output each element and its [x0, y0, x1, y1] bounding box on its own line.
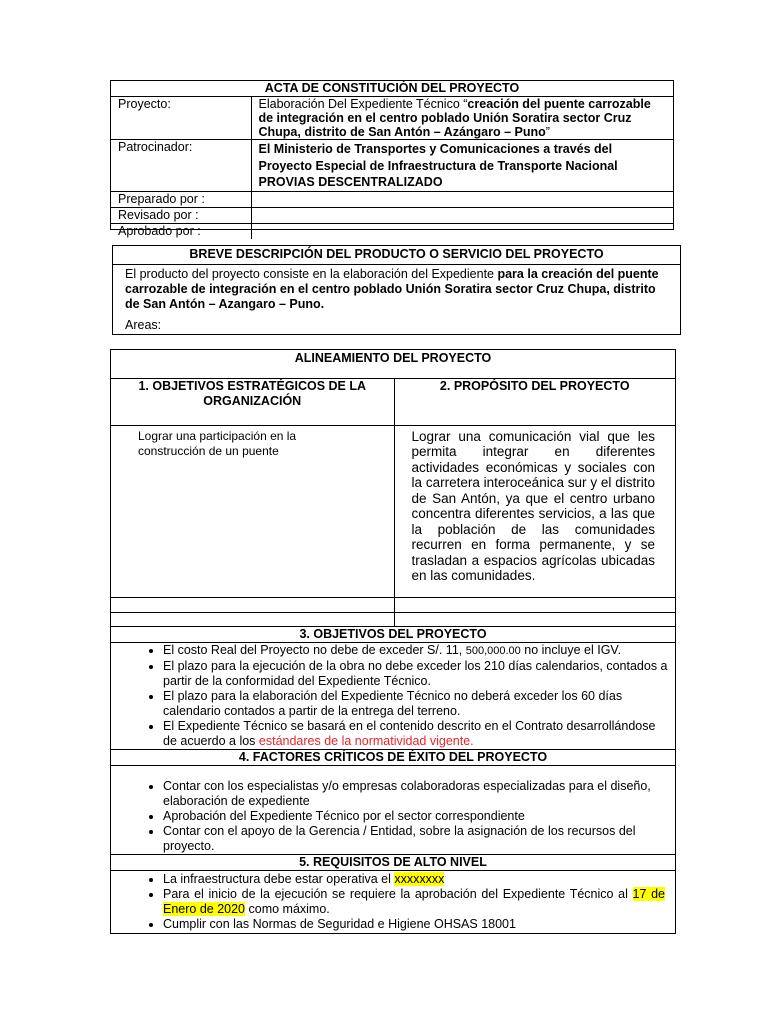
list-item: • Contar con los especialistas y/o empresas colaboradoras especializadas para el diseño, elaboración de expediente: [163, 779, 668, 809]
objetivos-body: [111, 642, 675, 749]
list-item: • Para el inicio de la ejecución se requiere la aprobación del Expediente Técnico al 17 de Enero de 2020 como máximo.: [163, 887, 665, 917]
objetivos-estrategicos-text: Lograr una participación en la construcción de un puente: [111, 425, 394, 597]
alineamiento-title: ALINEAMIENTO DEL PROYECTO: [111, 350, 675, 378]
empty-cell: [111, 612, 394, 626]
empty-cell: [394, 612, 675, 626]
descripcion-table: [112, 245, 681, 335]
col1-title: 1. OBJETIVOS ESTRATÉGICOS DE LA ORGANIZACIÓN: [111, 378, 394, 425]
descripcion-body: [113, 264, 680, 334]
list-item: • El plazo para la ejecución de la obra no debe exceder los 210 días calendarios, contados a partir de la conformidad del Expediente Técnico.: [163, 659, 668, 689]
preparado-label: Preparado por :: [111, 192, 251, 208]
acta-title: ACTA DE CONSTITUCIÓN DEL PROYECTO: [111, 81, 673, 97]
aprobado-value: [251, 224, 673, 240]
list-item: • Contar con el apoyo de la Gerencia / Entidad, sobre la asignación de los recursos del proyecto.: [163, 824, 668, 854]
patrocinador-value: El Ministerio de Transportes y Comunicaciones a través del Proyecto Especial de Infraestructura de Transporte Nacional PROVIAS DESCENTRALIZADO: [251, 140, 673, 192]
proyecto-value: Elaboración Del Expediente Técnico “creación del puente carrozable de integración en el centro poblado Unión Soratira sector Cruz Chupa, distrito de San Antón – Azángaro – Puno”: [251, 97, 673, 140]
revisado-label: Revisado por :: [111, 208, 251, 224]
preparado-value: [251, 192, 673, 208]
aprobado-label: Aprobado por :: [111, 224, 251, 240]
proposito-text: Lograr una comunicación vial que les permita integrar en diferentes actividades económicas y sociales con la carretera interoceánica sur y el distrito de San Antón, ya que el centro urbano concentra diferentes servicios, a las que la población de las comunidades recurren en forma permanente, y se trasladan a espacios agrícolas ubicadas en las comunidades.: [394, 425, 675, 597]
requisitos-body: [111, 870, 675, 933]
acta-table: [110, 80, 674, 238]
empty-cell: [394, 597, 675, 612]
objetivos-title: 3. OBJETIVOS DEL PROYECTO: [111, 626, 675, 642]
requisitos-title: 5. REQUISITOS DE ALTO NIVEL: [111, 854, 675, 870]
factores-body: [111, 765, 675, 854]
revisado-value: [251, 208, 673, 224]
requisitos-list: [111, 872, 665, 932]
list-item: • Aprobación del Expediente Técnico por el sector correspondiente: [163, 809, 668, 824]
patrocinador-label: Patrocinador:: [111, 140, 251, 192]
empty-cell: [111, 597, 394, 612]
objetivos-list: [111, 643, 668, 749]
areas-label: Areas:: [125, 317, 162, 332]
descripcion-text: El producto del proyecto consiste en la elaboración del Expediente para la creación del puente carrozable de integración en el centro poblado Unión Soratira sector Cruz Chupa, distrito de San Antón – Azangaro – Puno.: [125, 266, 659, 311]
descripcion-title: BREVE DESCRIPCIÓN DEL PRODUCTO O SERVICIO DEL PROYECTO: [113, 246, 680, 264]
col2-title: 2. PROPÓSITO DEL PROYECTO: [394, 378, 675, 425]
list-item: • La infraestructura debe estar operativa el xxxxxxxx: [163, 872, 665, 887]
list-item: • Cumplir con las Normas de Seguridad e Higiene OHSAS 18001: [163, 917, 665, 932]
alineamiento-table: [110, 349, 676, 934]
list-item: • El costo Real del Proyecto no debe de exceder S/. 11, 500,000.00 no incluye el IGV.: [163, 643, 668, 659]
list-item: • El plazo para la elaboración del Expediente Técnico no deberá exceder los 60 días calendario contados a partir de la entrega del terreno.: [163, 689, 668, 719]
list-item: • El Expediente Técnico se basará en el contenido descrito en el Contrato desarrollándose de acuerdo a los estándares de la normatividad vigente.: [163, 719, 668, 749]
factores-list: [111, 779, 668, 854]
factores-title: 4. FACTORES CRÍTICOS DE ÉXITO DEL PROYECTO: [111, 749, 675, 765]
proyecto-label: Proyecto:: [111, 97, 251, 140]
